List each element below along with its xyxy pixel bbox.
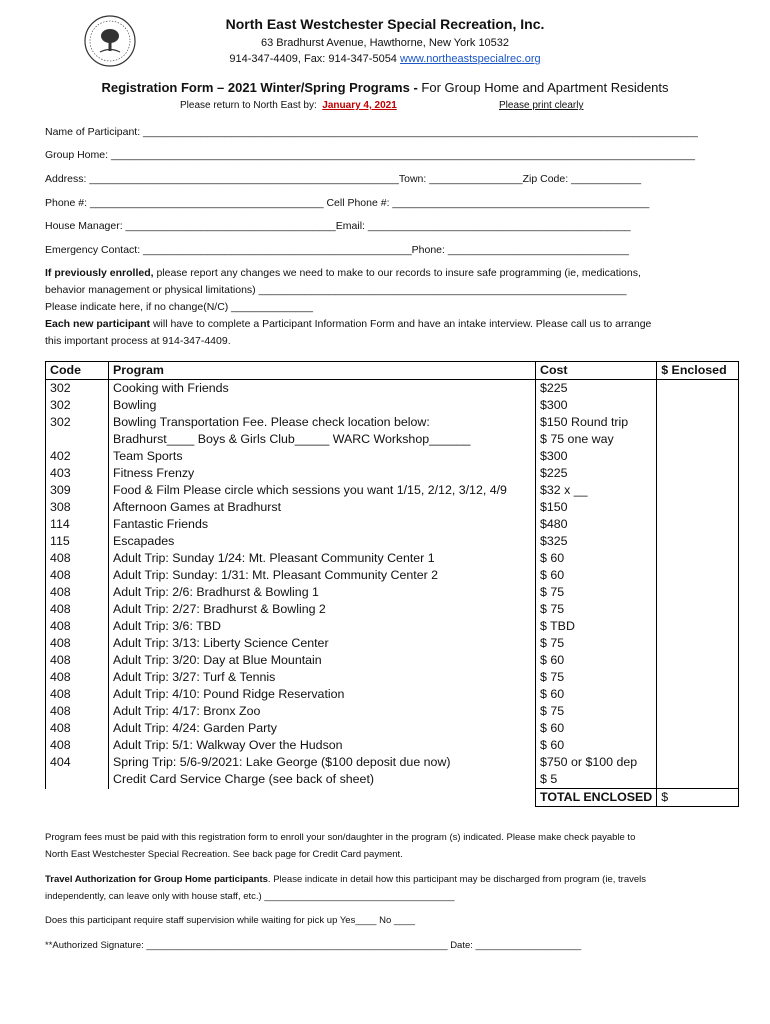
cell-cost: $300 (536, 448, 657, 465)
travel-bold: Travel Authorization for Group Home participants (45, 874, 268, 885)
cell-cost: $480 (536, 516, 657, 533)
table-row (46, 414, 739, 431)
previous-enrollment-note (45, 265, 641, 282)
cell-program: Adult Trip: Sunday: 1/31: Mt. Pleasant Community Center 2 (109, 567, 536, 584)
cell-code: 408 (46, 567, 109, 584)
cell-cost: $ 5 (536, 771, 657, 789)
new-bold: Each new participant (45, 318, 151, 330)
cell-program: Adult Trip: 4/10: Pound Ridge Reservation (109, 686, 536, 703)
cell-program: Adult Trip: 3/20: Day at Blue Mountain (109, 652, 536, 669)
cell-code: 402 (46, 448, 109, 465)
new-participant-note-line2: this important process at 914-347-4409. (45, 335, 231, 347)
cell-cost: $ TBD (536, 618, 657, 635)
cell-program: Spring Trip: 5/6-9/2021: Lake George ($100 deposit due now) (109, 754, 536, 771)
cell-program: Fantastic Friends (109, 516, 536, 533)
cell-code: 408 (46, 703, 109, 720)
cell-code: 302 (46, 397, 109, 414)
table-row (46, 431, 739, 448)
table-row (46, 635, 739, 652)
table-row (46, 703, 739, 720)
house-manager-field[interactable]: House Manager: ____________________________________Email: _____________________________________________ (45, 220, 631, 232)
cell-program: Adult Trip: 4/17: Bronx Zoo (109, 703, 536, 720)
cell-enclosed-input[interactable] (657, 465, 739, 482)
cell-enclosed-input[interactable] (657, 737, 739, 754)
cell-code (46, 771, 109, 789)
table-row (46, 516, 739, 533)
website-link[interactable]: www.northeastspecialrec.org (400, 53, 541, 65)
cell-cost: $ 60 (536, 567, 657, 584)
table-row (46, 499, 739, 516)
table-row (46, 448, 739, 465)
header-program: Program (109, 362, 536, 380)
cell-cost: $150 (536, 499, 657, 516)
header-enclosed: $ Enclosed (657, 362, 739, 380)
cell-cost: $ 75 (536, 703, 657, 720)
cell-cost: $ 60 (536, 686, 657, 703)
cell-enclosed-input[interactable] (657, 482, 739, 499)
cell-code: 309 (46, 482, 109, 499)
table-row (46, 669, 739, 686)
total-enclosed-input[interactable]: $ (657, 789, 739, 807)
cell-program: Adult Trip: 2/6: Bradhurst & Bowling 1 (109, 584, 536, 601)
table-row (46, 754, 739, 771)
travel-note (45, 871, 646, 888)
phone-field[interactable]: Phone #: ________________________________________ Cell Phone #: ____________________________________________ (45, 197, 650, 209)
cell-enclosed-input[interactable] (657, 567, 739, 584)
return-label: Please return to North East by: (180, 100, 317, 111)
participant-name-field[interactable]: Name of Participant: _______________________________________________________________________________________________ (45, 126, 698, 138)
cell-enclosed-input[interactable] (657, 397, 739, 414)
total-enclosed-label: TOTAL ENCLOSED (536, 789, 657, 807)
table-row (46, 618, 739, 635)
cell-cost: $ 60 (536, 652, 657, 669)
cell-code: 308 (46, 499, 109, 516)
cell-code: 408 (46, 720, 109, 737)
cell-program: Team Sports (109, 448, 536, 465)
cell-cost: $ 60 (536, 720, 657, 737)
cell-code: 302 (46, 380, 109, 398)
total-spacer (109, 789, 536, 807)
cell-enclosed-input[interactable] (657, 754, 739, 771)
cell-code: 408 (46, 669, 109, 686)
cell-enclosed-input[interactable] (657, 380, 739, 398)
cell-cost: $ 75 (536, 635, 657, 652)
cell-cost: $300 (536, 397, 657, 414)
cell-cost: $750 or $100 dep (536, 754, 657, 771)
form-title-rest: For Group Home and Apartment Residents (417, 80, 669, 95)
cell-cost: $ 75 (536, 669, 657, 686)
cell-program: Adult Trip: 3/6: TBD (109, 618, 536, 635)
form-title (0, 80, 770, 95)
contact-line (0, 53, 770, 65)
table-row (46, 584, 739, 601)
table-header-row (46, 362, 739, 380)
cell-code: 115 (46, 533, 109, 550)
cell-cost: $ 75 one way (536, 431, 657, 448)
total-row (46, 789, 739, 807)
cell-enclosed-input[interactable] (657, 703, 739, 720)
cell-enclosed-input[interactable] (657, 601, 739, 618)
cell-code: 408 (46, 601, 109, 618)
cell-program: Adult Trip: Sunday 1/24: Mt. Pleasant Community Center 1 (109, 550, 536, 567)
cell-cost: $ 60 (536, 737, 657, 754)
cell-enclosed-input[interactable] (657, 652, 739, 669)
phone-fax: 914-347-4409, Fax: 914-347-5054 (229, 53, 397, 65)
cell-program: Adult Trip: 3/27: Turf & Tennis (109, 669, 536, 686)
supervision-field[interactable]: Does this participant require staff supervision while waiting for pick up Yes____ No ____ (45, 915, 416, 926)
cell-program: Adult Trip: 5/1: Walkway Over the Hudson (109, 737, 536, 754)
cell-code (46, 431, 109, 448)
fees-note: Program fees must be paid with this registration form to enroll your son/daughter in the program (s) indicated. Please make check payable to (45, 832, 636, 843)
cell-cost: $ 75 (536, 584, 657, 601)
cell-enclosed-input[interactable] (657, 431, 739, 448)
cell-code: 114 (46, 516, 109, 533)
cell-code: 408 (46, 737, 109, 754)
cell-program: Credit Card Service Charge (see back of sheet) (109, 771, 536, 789)
form-title-bold: Registration Form – 2021 Winter/Spring Programs - (101, 80, 418, 95)
cell-enclosed-input[interactable] (657, 448, 739, 465)
table-row (46, 550, 739, 567)
cell-program: Afternoon Games at Bradhurst (109, 499, 536, 516)
table-row (46, 737, 739, 754)
cell-code: 302 (46, 414, 109, 431)
table-row (46, 533, 739, 550)
no-change-field[interactable]: Please indicate here, if no change(N/C) ______________ (45, 301, 313, 313)
cell-program: Bowling (109, 397, 536, 414)
cell-enclosed-input[interactable] (657, 516, 739, 533)
return-date: January 4, 2021 (322, 100, 397, 111)
table-row (46, 601, 739, 618)
cell-enclosed-input[interactable] (657, 533, 739, 550)
cell-enclosed-input[interactable] (657, 771, 739, 789)
header-code: Code (46, 362, 109, 380)
cell-enclosed-input[interactable] (657, 720, 739, 737)
cell-cost: $150 Round trip (536, 414, 657, 431)
cell-program: Adult Trip: 2/27: Bradhurst & Bowling 2 (109, 601, 536, 618)
table-row (46, 482, 739, 499)
cell-program: Food & Film Please circle which sessions you want 1/15, 2/12, 3/12, 4/9 (109, 482, 536, 499)
cell-code: 404 (46, 754, 109, 771)
address-field[interactable]: Address: _____________________________________________________Town: ________________Zip Code: ____________ (45, 173, 642, 185)
cell-enclosed-input[interactable] (657, 584, 739, 601)
table-row (46, 652, 739, 669)
cell-program: Bowling Transportation Fee. Please check location below: (109, 414, 536, 431)
cell-enclosed-input[interactable] (657, 499, 739, 516)
cell-code: 408 (46, 550, 109, 567)
organization-address: 63 Bradhurst Avenue, Hawthorne, New York 10532 (260, 37, 510, 49)
table-row (46, 771, 739, 789)
cell-code: 403 (46, 465, 109, 482)
cell-code: 408 (46, 584, 109, 601)
table-row (46, 686, 739, 703)
cell-code: 408 (46, 618, 109, 635)
cell-cost: $ 60 (536, 550, 657, 567)
cell-cost: $ 75 (536, 601, 657, 618)
cell-enclosed-input[interactable] (657, 414, 739, 431)
cell-enclosed-input[interactable] (657, 550, 739, 567)
cell-enclosed-input[interactable] (657, 618, 739, 635)
organization-name: North East Westchester Special Recreation, Inc. (225, 16, 545, 32)
changes-field[interactable]: behavior management or physical limitations) _______________________________________________________________ (45, 284, 627, 296)
fees-note-line2: North East Westchester Special Recreation. See back page for Credit Card payment. (45, 849, 403, 860)
travel-text: . Please indicate in detail how this participant may be discharged from program (ie, travels (267, 874, 646, 885)
signature-field[interactable]: **Authorized Signature: _________________________________________________________ Date: ____________________ (45, 940, 582, 951)
cell-enclosed-input[interactable] (657, 686, 739, 703)
cell-enclosed-input[interactable] (657, 635, 739, 652)
table-row (46, 380, 739, 398)
cell-cost: $225 (536, 380, 657, 398)
cell-program: Adult Trip: 4/24: Garden Party (109, 720, 536, 737)
travel-field[interactable]: independently, can leave only with house staff, etc.) ____________________________________ (45, 891, 455, 902)
new-text: will have to complete a Participant Information Form and have an intake interview. Please call us to arrange (150, 318, 652, 330)
cell-program: Cooking with Friends (109, 380, 536, 398)
total-spacer (46, 789, 109, 807)
cell-code: 408 (46, 652, 109, 669)
cell-program: Escapades (109, 533, 536, 550)
print-note: Please print clearly (499, 100, 584, 111)
group-home-field[interactable]: Group Home: ____________________________________________________________________________________________________ (45, 149, 695, 161)
new-participant-note (45, 316, 651, 333)
prev-bold: If previously enrolled, (45, 267, 154, 279)
cell-program: Fitness Frenzy (109, 465, 536, 482)
emergency-contact-field[interactable]: Emergency Contact: ______________________________________________Phone: _______________________________ (45, 244, 629, 256)
cell-cost: $32 x __ (536, 482, 657, 499)
cell-program: Bradhurst____ Boys & Girls Club_____ WARC Workshop______ (109, 431, 536, 448)
table-row (46, 567, 739, 584)
cell-cost: $225 (536, 465, 657, 482)
cell-code: 408 (46, 635, 109, 652)
table-row (46, 465, 739, 482)
return-note (180, 100, 397, 111)
table-row (46, 720, 739, 737)
prev-text: please report any changes we need to make to our records to insure safe programming (ie, medications, (153, 267, 641, 279)
cell-program: Adult Trip: 3/13: Liberty Science Center (109, 635, 536, 652)
cell-enclosed-input[interactable] (657, 669, 739, 686)
program-table (45, 361, 739, 807)
header-cost: Cost (536, 362, 657, 380)
cell-code: 408 (46, 686, 109, 703)
table-row (46, 397, 739, 414)
cell-cost: $325 (536, 533, 657, 550)
